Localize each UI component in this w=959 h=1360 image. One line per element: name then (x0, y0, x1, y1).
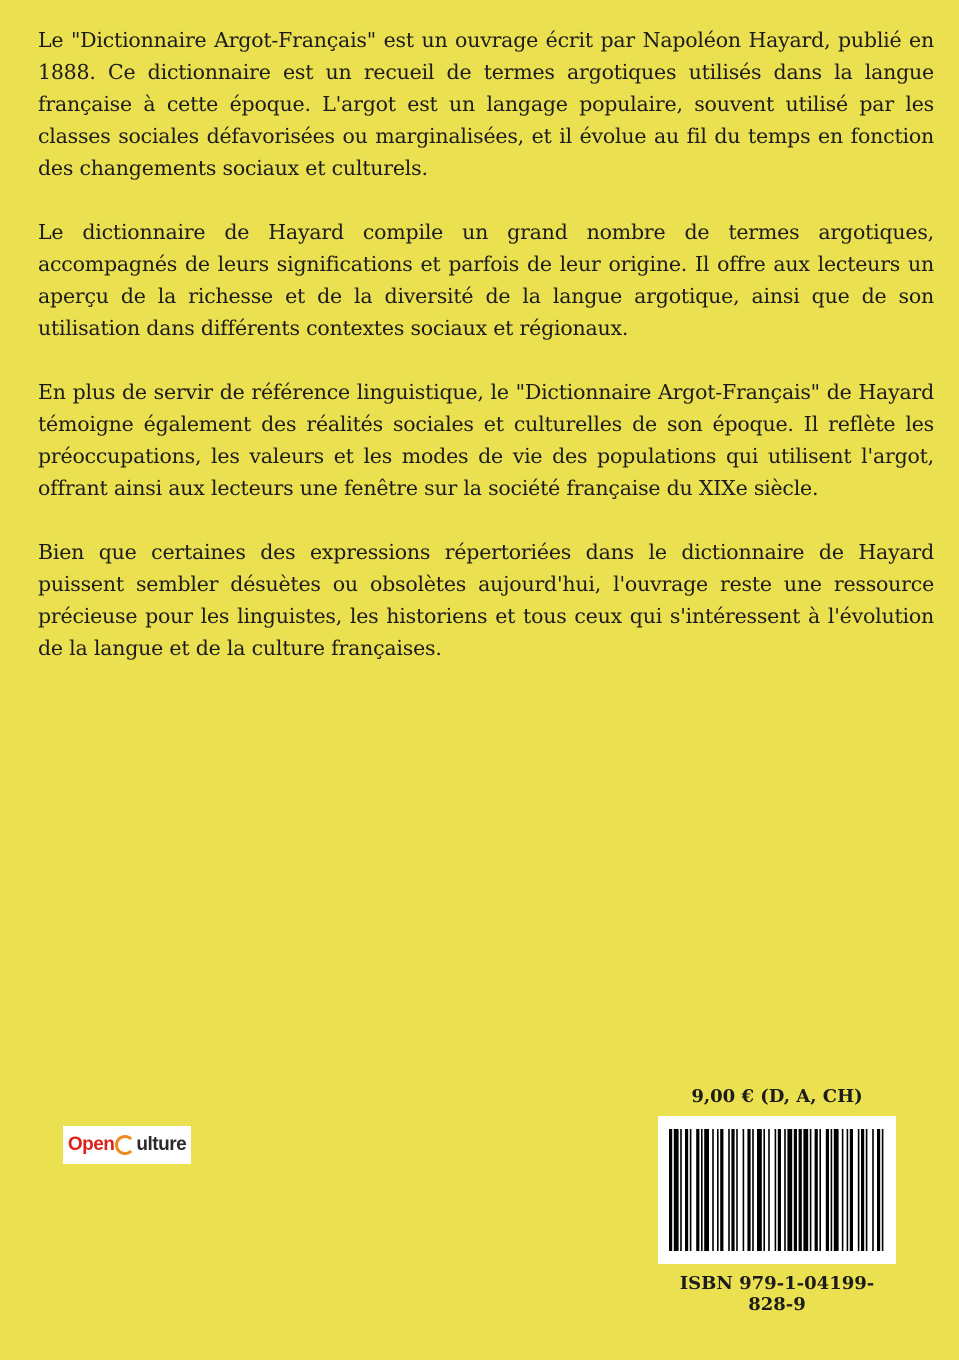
isbn-label: ISBN 979-1-04199-828-9 (679, 1273, 875, 1315)
paragraph-1: Le "Dictionnaire Argot-Français" est un ouvrage écrit par Napoléon Hayard, publié en 1888. Ce dictionnaire est un recueil de termes argotiques utilisés dans la langue française à cette époque. L'argot est un langage populaire, souvent utilisé par les classes sociales défavorisées ou marginalisées, et il évolue au fil du temps en fonction des changements sociaux et culturels. (38, 28, 934, 180)
description-text (38, 24, 934, 696)
paragraph-2: Le dictionnaire de Hayard compile un grand nombre de termes argotiques, accompagnés de leurs significations et parfois de leur origine. Il offre aux lecteurs un aperçu de la richesse et de la diversité de la langue argotique, ainsi que de son utilisation dans différents contextes sociaux et régionaux. (38, 220, 934, 340)
paragraph-4: Bien que certaines des expressions répertoriées dans le dictionnaire de Hayard puissent sembler désuètes ou obsolètes aujourd'hui, l'ouvrage reste une ressource précieuse pour les linguistes, les historiens et tous ceux qui s'intéressent à l'évolution de la langue et de la culture françaises. (38, 540, 934, 660)
barcode-bars (669, 1129, 885, 1251)
logo-c-mark-icon (115, 1135, 135, 1155)
barcode-icon (658, 1116, 896, 1264)
openculture-logo: Open ulture (63, 1126, 191, 1164)
price-label: 9,00 € (D, A, CH) (691, 1086, 863, 1107)
paragraph-3: En plus de servir de référence linguistique, le "Dictionnaire Argot-Français" de Hayard témoigne également des réalités sociales et culturelles de son époque. Il reflète les préoccupations, les valeurs et les modes de vie des populations qui utilisent l'argot, offrant ainsi aux lecteurs une fenêtre sur la société française du XIXe siècle. (38, 380, 934, 500)
